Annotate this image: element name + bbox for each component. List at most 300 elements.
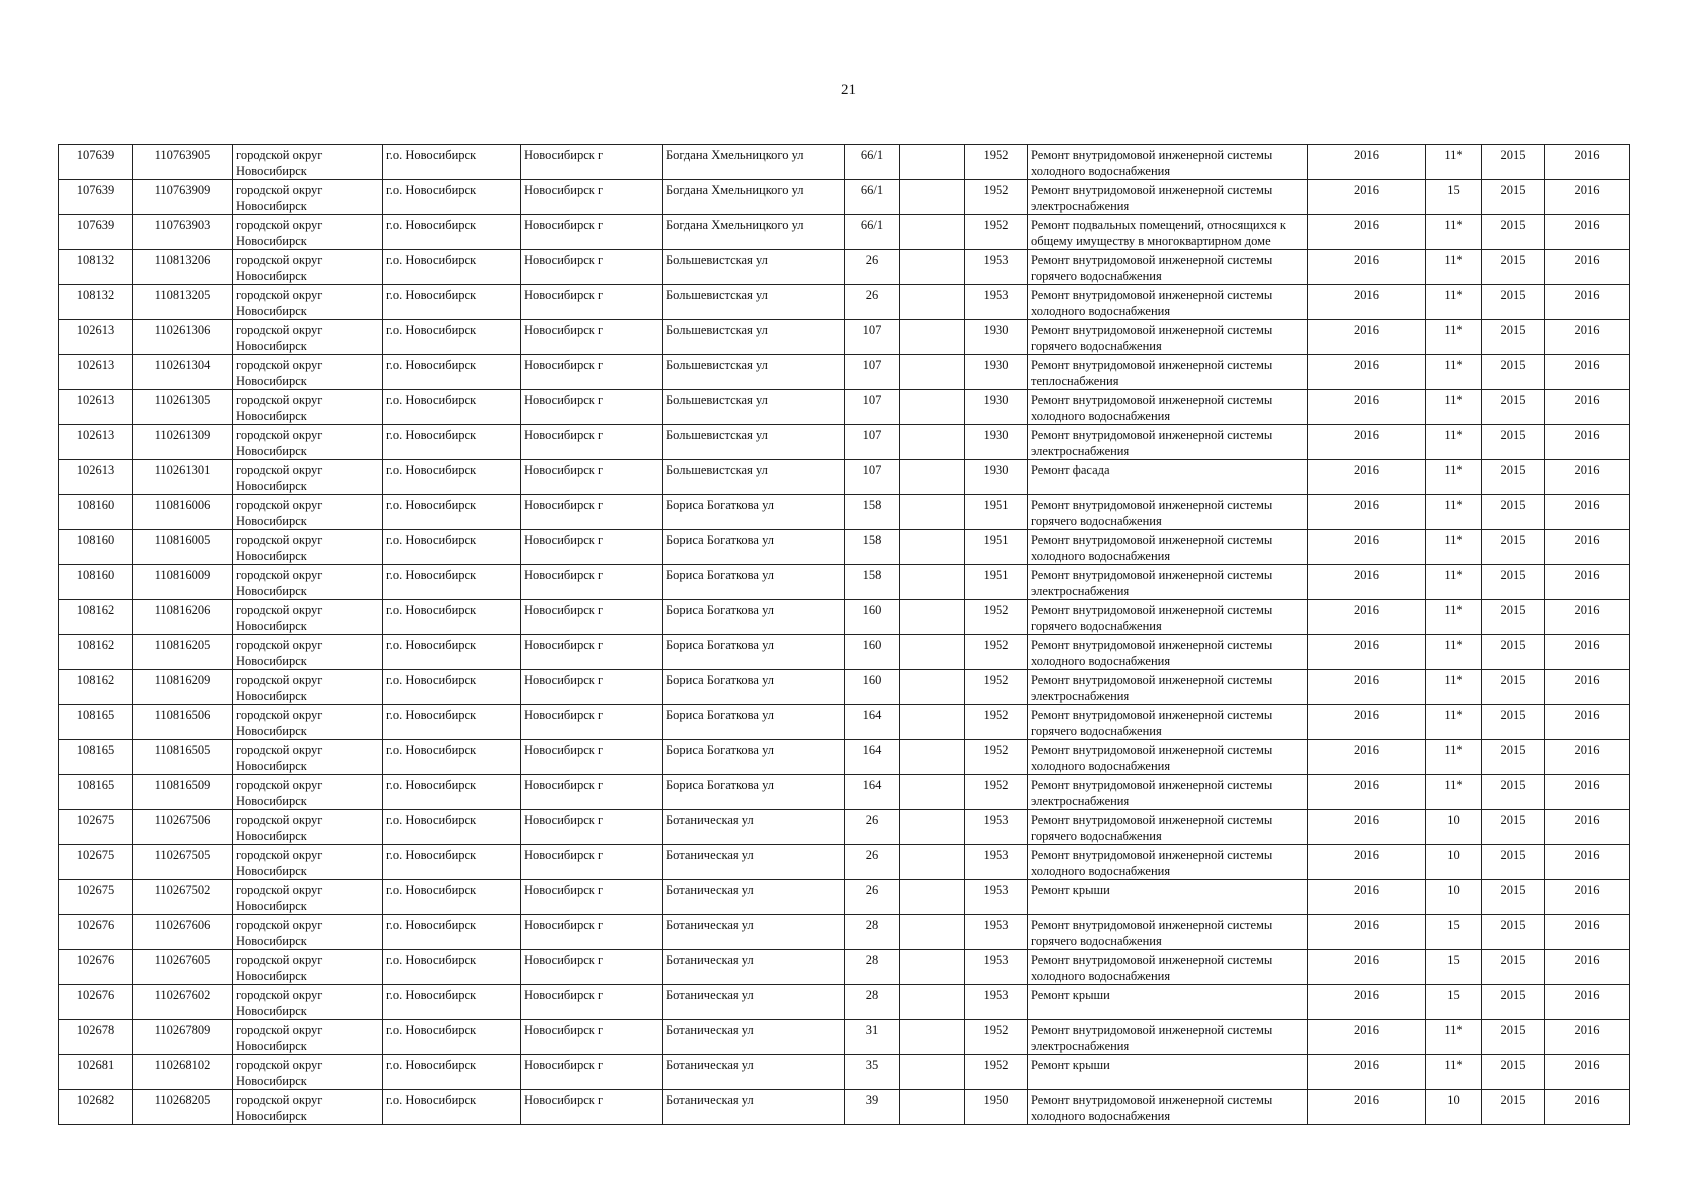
cell-year-built: 1952 — [965, 740, 1028, 775]
cell-element-id: 110816506 — [133, 705, 233, 740]
cell-year-built: 1950 — [965, 1090, 1028, 1125]
cell-year-built: 1953 — [965, 950, 1028, 985]
cell-settlement: Новосибирск г — [521, 460, 663, 495]
cell-street: Бориса Богаткова ул — [663, 635, 845, 670]
cell-year-built: 1952 — [965, 145, 1028, 180]
cell-street: Бориса Богаткова ул — [663, 495, 845, 530]
cell-plan-year: 2016 — [1308, 950, 1426, 985]
cell-year-built: 1951 — [965, 495, 1028, 530]
cell-house-number: 28 — [845, 950, 900, 985]
cell-period-end: 2016 — [1545, 985, 1630, 1020]
cell-element-id: 110268205 — [133, 1090, 233, 1125]
cell-period-start: 2015 — [1482, 775, 1545, 810]
cell-period-end: 2016 — [1545, 320, 1630, 355]
cell-year-built: 1930 — [965, 425, 1028, 460]
cell-wear-percent: 11* — [1426, 565, 1482, 600]
cell-house-id: 102675 — [59, 845, 133, 880]
cell-settlement: Новосибирск г — [521, 740, 663, 775]
cell-wear-percent: 11* — [1426, 355, 1482, 390]
cell-municipal-district: г.о. Новосибирск — [383, 670, 521, 705]
table-row — [59, 285, 1630, 320]
cell-work-type: Ремонт внутридомовой инженерной системы холодного водоснабжения — [1028, 285, 1308, 320]
cell-house-number: 164 — [845, 740, 900, 775]
cell-plan-year: 2016 — [1308, 600, 1426, 635]
cell-period-end: 2016 — [1545, 600, 1630, 635]
cell-work-type: Ремонт внутридомовой инженерной системы электроснабжения — [1028, 425, 1308, 460]
cell-municipality: городской округ Новосибирск — [233, 600, 383, 635]
cell-street: Большевистская ул — [663, 355, 845, 390]
cell-house-id: 108165 — [59, 775, 133, 810]
cell-period-start: 2015 — [1482, 600, 1545, 635]
cell-element-id: 110816505 — [133, 740, 233, 775]
cell-period-start: 2015 — [1482, 530, 1545, 565]
cell-street: Богдана Хмельницкого ул — [663, 180, 845, 215]
cell-work-type: Ремонт внутридомовой инженерной системы холодного водоснабжения — [1028, 740, 1308, 775]
cell-work-type: Ремонт внутридомовой инженерной системы электроснабжения — [1028, 670, 1308, 705]
cell-plan-year: 2016 — [1308, 145, 1426, 180]
cell-period-end: 2016 — [1545, 635, 1630, 670]
cell-house-number: 26 — [845, 880, 900, 915]
cell-element-id: 110267606 — [133, 915, 233, 950]
cell-municipality: городской округ Новосибирск — [233, 530, 383, 565]
cell-year-built: 1953 — [965, 915, 1028, 950]
cell-year-built: 1952 — [965, 1055, 1028, 1090]
table-row — [59, 425, 1630, 460]
cell-house-number: 26 — [845, 810, 900, 845]
cell-municipality: городской округ Новосибирск — [233, 1055, 383, 1090]
cell-house-number: 66/1 — [845, 180, 900, 215]
table-row — [59, 180, 1630, 215]
cell-building — [900, 145, 965, 180]
cell-house-number: 164 — [845, 705, 900, 740]
cell-plan-year: 2016 — [1308, 1055, 1426, 1090]
cell-house-number: 26 — [845, 250, 900, 285]
cell-house-number: 26 — [845, 845, 900, 880]
cell-wear-percent: 11* — [1426, 390, 1482, 425]
cell-house-id: 108160 — [59, 495, 133, 530]
cell-wear-percent: 11* — [1426, 495, 1482, 530]
cell-element-id: 110261304 — [133, 355, 233, 390]
cell-house-number: 107 — [845, 355, 900, 390]
cell-work-type: Ремонт внутридомовой инженерной системы теплоснабжения — [1028, 355, 1308, 390]
table-row — [59, 810, 1630, 845]
table-row — [59, 320, 1630, 355]
cell-year-built: 1953 — [965, 810, 1028, 845]
cell-building — [900, 635, 965, 670]
cell-street: Ботаническая ул — [663, 1020, 845, 1055]
cell-year-built: 1953 — [965, 845, 1028, 880]
cell-year-built: 1953 — [965, 985, 1028, 1020]
cell-municipal-district: г.о. Новосибирск — [383, 1020, 521, 1055]
cell-municipality: городской округ Новосибирск — [233, 880, 383, 915]
cell-building — [900, 215, 965, 250]
cell-municipality: городской округ Новосибирск — [233, 635, 383, 670]
cell-wear-percent: 11* — [1426, 1055, 1482, 1090]
cell-wear-percent: 15 — [1426, 180, 1482, 215]
cell-period-end: 2016 — [1545, 950, 1630, 985]
cell-plan-year: 2016 — [1308, 390, 1426, 425]
cell-building — [900, 1020, 965, 1055]
cell-period-end: 2016 — [1545, 285, 1630, 320]
cell-period-end: 2016 — [1545, 1055, 1630, 1090]
cell-settlement: Новосибирск г — [521, 145, 663, 180]
cell-year-built: 1952 — [965, 635, 1028, 670]
cell-house-number: 158 — [845, 565, 900, 600]
cell-element-id: 110261306 — [133, 320, 233, 355]
cell-work-type: Ремонт внутридомовой инженерной системы горячего водоснабжения — [1028, 705, 1308, 740]
cell-period-end: 2016 — [1545, 775, 1630, 810]
cell-street: Ботаническая ул — [663, 880, 845, 915]
cell-work-type: Ремонт внутридомовой инженерной системы горячего водоснабжения — [1028, 250, 1308, 285]
cell-building — [900, 320, 965, 355]
cell-street: Бориса Богаткова ул — [663, 530, 845, 565]
cell-year-built: 1930 — [965, 390, 1028, 425]
table-row — [59, 600, 1630, 635]
cell-house-id: 102675 — [59, 880, 133, 915]
cell-wear-percent: 10 — [1426, 880, 1482, 915]
cell-element-id: 110813205 — [133, 285, 233, 320]
cell-settlement: Новосибирск г — [521, 880, 663, 915]
cell-work-type: Ремонт внутридомовой инженерной системы холодного водоснабжения — [1028, 390, 1308, 425]
cell-plan-year: 2016 — [1308, 250, 1426, 285]
cell-wear-percent: 10 — [1426, 1090, 1482, 1125]
table-row — [59, 355, 1630, 390]
cell-municipality: городской округ Новосибирск — [233, 845, 383, 880]
cell-settlement: Новосибирск г — [521, 495, 663, 530]
cell-municipality: городской округ Новосибирск — [233, 915, 383, 950]
table-row — [59, 145, 1630, 180]
cell-municipality: городской округ Новосибирск — [233, 215, 383, 250]
table-row — [59, 635, 1630, 670]
page-number: 21 — [841, 82, 856, 98]
cell-municipal-district: г.о. Новосибирск — [383, 495, 521, 530]
cell-year-built: 1930 — [965, 320, 1028, 355]
cell-settlement: Новосибирск г — [521, 1090, 663, 1125]
cell-wear-percent: 11* — [1426, 635, 1482, 670]
cell-work-type: Ремонт внутридомовой инженерной системы горячего водоснабжения — [1028, 810, 1308, 845]
cell-house-id: 102678 — [59, 1020, 133, 1055]
cell-period-start: 2015 — [1482, 915, 1545, 950]
cell-wear-percent: 11* — [1426, 425, 1482, 460]
cell-municipality: городской округ Новосибирск — [233, 425, 383, 460]
cell-municipality: городской округ Новосибирск — [233, 355, 383, 390]
cell-element-id: 110267502 — [133, 880, 233, 915]
cell-municipal-district: г.о. Новосибирск — [383, 600, 521, 635]
cell-house-id: 107639 — [59, 215, 133, 250]
cell-wear-percent: 11* — [1426, 705, 1482, 740]
cell-settlement: Новосибирск г — [521, 285, 663, 320]
cell-building — [900, 425, 965, 460]
cell-house-number: 107 — [845, 460, 900, 495]
cell-work-type: Ремонт внутридомовой инженерной системы горячего водоснабжения — [1028, 495, 1308, 530]
cell-municipal-district: г.о. Новосибирск — [383, 705, 521, 740]
cell-period-start: 2015 — [1482, 145, 1545, 180]
cell-municipal-district: г.о. Новосибирск — [383, 320, 521, 355]
cell-municipal-district: г.о. Новосибирск — [383, 1055, 521, 1090]
cell-element-id: 110267605 — [133, 950, 233, 985]
cell-settlement: Новосибирск г — [521, 215, 663, 250]
cell-plan-year: 2016 — [1308, 530, 1426, 565]
cell-building — [900, 915, 965, 950]
cell-house-number: 158 — [845, 495, 900, 530]
cell-year-built: 1952 — [965, 600, 1028, 635]
cell-year-built: 1952 — [965, 670, 1028, 705]
cell-building — [900, 250, 965, 285]
cell-house-id: 108132 — [59, 250, 133, 285]
cell-municipality: городской округ Новосибирск — [233, 285, 383, 320]
cell-period-start: 2015 — [1482, 180, 1545, 215]
cell-period-end: 2016 — [1545, 530, 1630, 565]
cell-period-start: 2015 — [1482, 320, 1545, 355]
cell-municipality: городской округ Новосибирск — [233, 950, 383, 985]
cell-house-number: 66/1 — [845, 145, 900, 180]
cell-period-start: 2015 — [1482, 1090, 1545, 1125]
cell-period-end: 2016 — [1545, 915, 1630, 950]
cell-house-id: 108162 — [59, 670, 133, 705]
cell-street: Большевистская ул — [663, 460, 845, 495]
cell-period-start: 2015 — [1482, 1055, 1545, 1090]
cell-work-type: Ремонт внутридомовой инженерной системы горячего водоснабжения — [1028, 600, 1308, 635]
cell-house-id: 108160 — [59, 565, 133, 600]
cell-house-id: 102613 — [59, 425, 133, 460]
cell-building — [900, 775, 965, 810]
cell-period-end: 2016 — [1545, 250, 1630, 285]
cell-settlement: Новосибирск г — [521, 1055, 663, 1090]
cell-municipal-district: г.о. Новосибирск — [383, 285, 521, 320]
cell-period-end: 2016 — [1545, 180, 1630, 215]
cell-period-start: 2015 — [1482, 425, 1545, 460]
cell-period-start: 2015 — [1482, 215, 1545, 250]
cell-house-number: 107 — [845, 390, 900, 425]
cell-house-id: 102613 — [59, 320, 133, 355]
cell-year-built: 1952 — [965, 215, 1028, 250]
cell-street: Большевистская ул — [663, 390, 845, 425]
cell-municipal-district: г.о. Новосибирск — [383, 565, 521, 600]
cell-settlement: Новосибирск г — [521, 355, 663, 390]
cell-element-id: 110816005 — [133, 530, 233, 565]
cell-element-id: 110267506 — [133, 810, 233, 845]
cell-house-id: 102676 — [59, 950, 133, 985]
cell-building — [900, 565, 965, 600]
cell-building — [900, 530, 965, 565]
cell-settlement: Новосибирск г — [521, 915, 663, 950]
cell-settlement: Новосибирск г — [521, 250, 663, 285]
cell-period-start: 2015 — [1482, 635, 1545, 670]
cell-period-end: 2016 — [1545, 1020, 1630, 1055]
table-row — [59, 705, 1630, 740]
cell-year-built: 1953 — [965, 880, 1028, 915]
cell-municipality: городской округ Новосибирск — [233, 495, 383, 530]
cell-building — [900, 985, 965, 1020]
cell-settlement: Новосибирск г — [521, 1020, 663, 1055]
cell-plan-year: 2016 — [1308, 180, 1426, 215]
cell-wear-percent: 15 — [1426, 950, 1482, 985]
cell-plan-year: 2016 — [1308, 845, 1426, 880]
cell-element-id: 110763905 — [133, 145, 233, 180]
cell-year-built: 1953 — [965, 250, 1028, 285]
cell-house-number: 160 — [845, 600, 900, 635]
cell-house-number: 28 — [845, 985, 900, 1020]
cell-building — [900, 600, 965, 635]
cell-period-start: 2015 — [1482, 1020, 1545, 1055]
cell-municipality: городской округ Новосибирск — [233, 775, 383, 810]
cell-house-id: 107639 — [59, 145, 133, 180]
cell-year-built: 1951 — [965, 530, 1028, 565]
cell-house-number: 66/1 — [845, 215, 900, 250]
cell-street: Богдана Хмельницкого ул — [663, 145, 845, 180]
cell-element-id: 110261309 — [133, 425, 233, 460]
cell-element-id: 110267602 — [133, 985, 233, 1020]
cell-municipal-district: г.о. Новосибирск — [383, 635, 521, 670]
cell-house-number: 160 — [845, 635, 900, 670]
cell-building — [900, 285, 965, 320]
cell-wear-percent: 11* — [1426, 250, 1482, 285]
cell-work-type: Ремонт внутридомовой инженерной системы холодного водоснабжения — [1028, 635, 1308, 670]
cell-street: Бориса Богаткова ул — [663, 775, 845, 810]
cell-house-id: 108160 — [59, 530, 133, 565]
cell-element-id: 110816509 — [133, 775, 233, 810]
cell-wear-percent: 10 — [1426, 810, 1482, 845]
cell-house-number: 158 — [845, 530, 900, 565]
cell-building — [900, 180, 965, 215]
cell-element-id: 110763909 — [133, 180, 233, 215]
cell-building — [900, 810, 965, 845]
cell-wear-percent: 11* — [1426, 530, 1482, 565]
cell-period-start: 2015 — [1482, 670, 1545, 705]
cell-house-id: 102682 — [59, 1090, 133, 1125]
cell-building — [900, 705, 965, 740]
cell-street: Ботаническая ул — [663, 1090, 845, 1125]
cell-municipal-district: г.о. Новосибирск — [383, 180, 521, 215]
cell-element-id: 110816206 — [133, 600, 233, 635]
cell-period-end: 2016 — [1545, 845, 1630, 880]
cell-settlement: Новосибирск г — [521, 390, 663, 425]
cell-work-type: Ремонт внутридомовой инженерной системы горячего водоснабжения — [1028, 915, 1308, 950]
cell-municipal-district: г.о. Новосибирск — [383, 1090, 521, 1125]
cell-year-built: 1953 — [965, 285, 1028, 320]
cell-street: Бориса Богаткова ул — [663, 670, 845, 705]
cell-wear-percent: 15 — [1426, 985, 1482, 1020]
cell-plan-year: 2016 — [1308, 285, 1426, 320]
cell-wear-percent: 11* — [1426, 670, 1482, 705]
cell-municipal-district: г.о. Новосибирск — [383, 915, 521, 950]
cell-period-start: 2015 — [1482, 495, 1545, 530]
cell-settlement: Новосибирск г — [521, 705, 663, 740]
cell-plan-year: 2016 — [1308, 635, 1426, 670]
cell-municipality: городской округ Новосибирск — [233, 250, 383, 285]
cell-work-type: Ремонт внутридомовой инженерной системы горячего водоснабжения — [1028, 320, 1308, 355]
cell-municipality: городской округ Новосибирск — [233, 810, 383, 845]
cell-house-id: 108165 — [59, 740, 133, 775]
cell-house-number: 31 — [845, 1020, 900, 1055]
cell-period-start: 2015 — [1482, 810, 1545, 845]
cell-element-id: 110268102 — [133, 1055, 233, 1090]
table-row — [59, 215, 1630, 250]
cell-element-id: 110816009 — [133, 565, 233, 600]
cell-plan-year: 2016 — [1308, 565, 1426, 600]
cell-building — [900, 670, 965, 705]
cell-municipality: городской округ Новосибирск — [233, 390, 383, 425]
cell-period-start: 2015 — [1482, 285, 1545, 320]
table-row — [59, 880, 1630, 915]
cell-house-id: 108162 — [59, 635, 133, 670]
cell-wear-percent: 11* — [1426, 215, 1482, 250]
cell-house-id: 108132 — [59, 285, 133, 320]
cell-house-id: 107639 — [59, 180, 133, 215]
cell-period-start: 2015 — [1482, 705, 1545, 740]
cell-building — [900, 845, 965, 880]
cell-period-start: 2015 — [1482, 460, 1545, 495]
cell-period-start: 2015 — [1482, 950, 1545, 985]
cell-wear-percent: 11* — [1426, 740, 1482, 775]
cell-house-id: 102675 — [59, 810, 133, 845]
cell-work-type: Ремонт крыши — [1028, 985, 1308, 1020]
cell-period-end: 2016 — [1545, 460, 1630, 495]
cell-building — [900, 1090, 965, 1125]
table-row — [59, 390, 1630, 425]
cell-period-end: 2016 — [1545, 390, 1630, 425]
table-row — [59, 495, 1630, 530]
cell-settlement: Новосибирск г — [521, 530, 663, 565]
cell-municipal-district: г.о. Новосибирск — [383, 530, 521, 565]
cell-wear-percent: 10 — [1426, 845, 1482, 880]
cell-municipal-district: г.о. Новосибирск — [383, 215, 521, 250]
cell-work-type: Ремонт внутридомовой инженерной системы холодного водоснабжения — [1028, 145, 1308, 180]
table-row — [59, 565, 1630, 600]
cell-settlement: Новосибирск г — [521, 425, 663, 460]
cell-period-end: 2016 — [1545, 145, 1630, 180]
cell-house-id: 102613 — [59, 355, 133, 390]
cell-plan-year: 2016 — [1308, 460, 1426, 495]
cell-period-end: 2016 — [1545, 565, 1630, 600]
cell-plan-year: 2016 — [1308, 425, 1426, 460]
cell-municipal-district: г.о. Новосибирск — [383, 460, 521, 495]
cell-municipal-district: г.о. Новосибирск — [383, 880, 521, 915]
cell-settlement: Новосибирск г — [521, 845, 663, 880]
cell-element-id: 110261305 — [133, 390, 233, 425]
cell-wear-percent: 11* — [1426, 460, 1482, 495]
table-row — [59, 460, 1630, 495]
cell-municipality: городской округ Новосибирск — [233, 1090, 383, 1125]
cell-wear-percent: 11* — [1426, 775, 1482, 810]
cell-building — [900, 355, 965, 390]
cell-house-number: 39 — [845, 1090, 900, 1125]
cell-period-start: 2015 — [1482, 740, 1545, 775]
cell-plan-year: 2016 — [1308, 810, 1426, 845]
cell-building — [900, 740, 965, 775]
cell-plan-year: 2016 — [1308, 740, 1426, 775]
cell-plan-year: 2016 — [1308, 355, 1426, 390]
cell-street: Ботаническая ул — [663, 1055, 845, 1090]
cell-building — [900, 460, 965, 495]
cell-municipal-district: г.о. Новосибирск — [383, 250, 521, 285]
cell-building — [900, 950, 965, 985]
cell-wear-percent: 11* — [1426, 285, 1482, 320]
cell-house-number: 164 — [845, 775, 900, 810]
cell-work-type: Ремонт внутридомовой инженерной системы электроснабжения — [1028, 1020, 1308, 1055]
cell-municipal-district: г.о. Новосибирск — [383, 845, 521, 880]
table-row — [59, 950, 1630, 985]
cell-street: Бориса Богаткова ул — [663, 705, 845, 740]
cell-building — [900, 1055, 965, 1090]
cell-street: Ботаническая ул — [663, 810, 845, 845]
cell-work-type: Ремонт крыши — [1028, 880, 1308, 915]
cell-street: Бориса Богаткова ул — [663, 565, 845, 600]
cell-municipal-district: г.о. Новосибирск — [383, 950, 521, 985]
cell-street: Большевистская ул — [663, 425, 845, 460]
cell-year-built: 1952 — [965, 775, 1028, 810]
cell-period-start: 2015 — [1482, 355, 1545, 390]
